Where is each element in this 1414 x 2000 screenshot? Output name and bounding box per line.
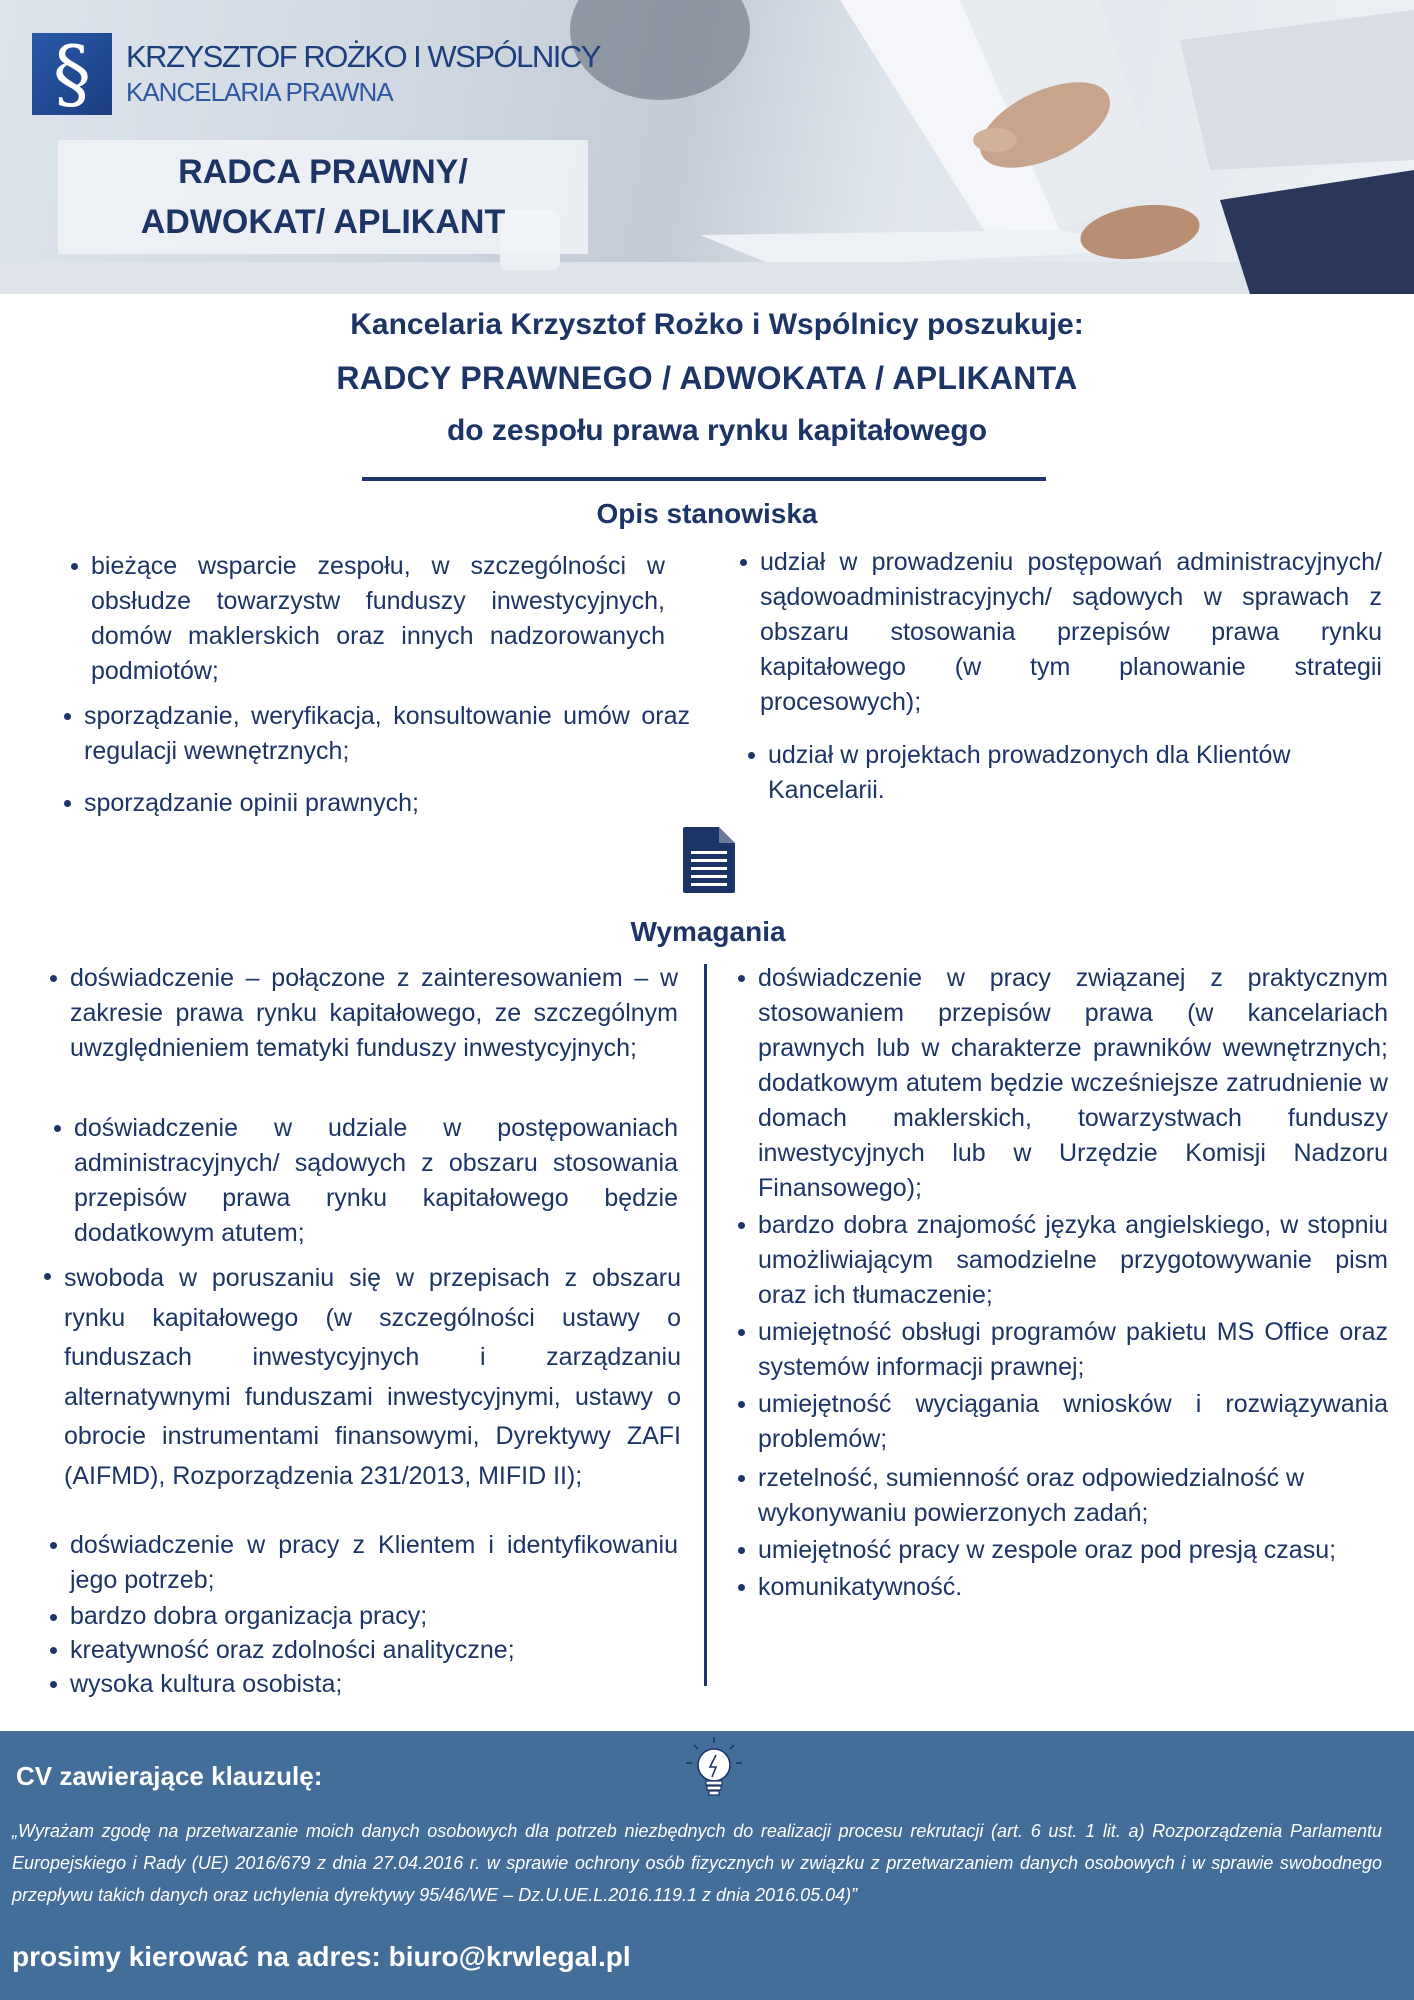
logo-text [126,39,600,108]
contact-email: prosimy kierować na adres: biuro@krwlegal.pl [12,1941,631,1972]
list-item: wysoka kultura osobista; [70,1667,678,1701]
list-item: sporządzanie opinii prawnych; [84,786,690,821]
list-item: sporządzanie, weryfikacja, konsultowanie umów oraz regulacji wewnętrznych; [84,699,690,769]
paragraph-icon: § [32,33,112,115]
column-divider [704,964,707,1686]
requirements-list-left-4 [70,1528,678,1701]
list-item: umiejętność wyciągania wniosków i rozwiązywania problemów; [758,1387,1388,1457]
list-item: umiejętność obsługi programów pakietu MS Office oraz systemów informacji prawnej; [758,1315,1388,1385]
footer [0,1731,1414,2000]
list-item: doświadczenie w pracy z Klientem i identyfikowaniu jego potrzeb; [70,1528,678,1598]
list-item: bardzo dobra organizacja pracy; [70,1600,678,1633]
list-item: kreatywność oraz zdolności analityczne; [70,1633,678,1667]
hero-title: RADCA PRAWNY/ ADWOKAT/ APLIKANT [140,153,506,241]
intro-position-line: RADCY PRAWNEGO / ADWOKATA / APLIKANTA [336,360,1078,396]
intro-team-line: do zespołu prawa rynku kapitałowego [446,414,988,447]
hero-title-box [58,140,588,254]
list-item: swoboda w poruszaniu się w przepisach z obszaru rynku kapitałowego (w szczególności ustawy o funduszach inwestycyjnych i zarządzaniu alternatywnymi funduszami inwestycyjnymi, ustawy o obrocie instrumentami finansowymi, Dyrektywy ZAFI (AIFMD), Rozporządzenia 231/2013, MIFID II); [64,1259,681,1496]
company-logo [32,29,600,118]
requirements-list-left [70,961,678,1066]
list-item: doświadczenie w udziale w postępowaniach administracyjnych/ sądowych z obszaru stosowania przepisów prawa rynku kapitałowego będzie dodatkowym atutem; [74,1111,678,1251]
requirements-list-left-2 [74,1111,678,1251]
hero-banner [0,0,1414,294]
document-icon [681,825,737,895]
list-item: rzetelność, sumienność oraz odpowiedzialność w wykonywaniu powierzonych zadań; [758,1461,1388,1531]
logo-name: KRZYSZTOF ROŻKO I WSPÓLNICY [126,39,600,74]
description-title: Opis stanowiska [596,498,818,529]
intro-divider [362,477,1046,481]
list-item: umiejętność pracy w zespole oraz pod presją czasu; [758,1533,1388,1568]
intro-company-line: Kancelaria Krzysztof Rożko i Wspólnicy poszukuje: [350,308,1084,341]
footer-title: CV zawierające klauzulę: [16,1761,323,1791]
description-list-right-2 [768,738,1376,808]
requirements-title: Wymagania [630,916,786,947]
list-item: bieżące wsparcie zespołu, w szczególności w obsłudze towarzystw funduszy inwestycyjnych, domów maklerskich oraz innych nadzorowanych podmiotów; [91,549,665,689]
logo-subtitle: KANCELARIA PRAWNA [126,77,393,107]
description-list-left [91,549,665,689]
consent-clause: „Wyrażam zgodę na przetwarzanie moich danych osobowych dla potrzeb niezbędnych do realizacji procesu rekrutacji (art. 6 ust. 1 lit. a) Rozporządzenia Parlamentu Europejskiego i Rady (UE) 2016/679 z dnia 27.04.2016 r. w sprawie ochrony osób fizycznych w związku z przetwarzaniem danych osobowych i w sprawie swobodnego przepływu takich danych oraz uchylenia dyrektywy 95/46/WE – Dz.U.UE.L.2016.119.1 z dnia 2016.05.04)” [12,1821,1382,1905]
intro [0,308,1414,448]
requirements-list-right [758,961,1388,1605]
list-item: udział w prowadzeniu postępowań administracyjnych/ sądowoadministracyjnych/ sądowych w sprawach z obszaru stosowania przepisów prawa rynku kapitałowego (w tym planowanie strategii procesowych); [760,545,1382,720]
list-item: udział w projektach prowadzonych dla Klientów Kancelarii. [768,738,1376,808]
list-item: doświadczenie – połączone z zainteresowaniem – w zakresie prawa rynku kapitałowego, ze szczególnym uwzględnieniem tematyki funduszy inwestycyjnych; [70,961,678,1066]
requirements-list-left-3 [64,1259,681,1496]
list-item: bardzo dobra znajomość języka angielskiego, w stopniu umożliwiającym samodzielne przygotowywanie pism oraz ich tłumaczenie; [758,1208,1388,1313]
lightbulb-icon [680,1735,748,1801]
description-list-left-2 [84,699,690,821]
list-item: komunikatywność. [758,1570,1388,1605]
list-item: doświadczenie w pracy związanej z praktycznym stosowaniem przepisów prawa (w kancelariach prawnych lub w charakterze prawników wewnętrznych; dodatkowym atutem będzie wcześniejsze zatrudnienie w domach maklerskich, towarzystwach funduszy inwestycyjnych lub w Urzędzie Komisji Nadzoru Finansowego); [758,961,1388,1206]
description-list-right [760,545,1382,720]
